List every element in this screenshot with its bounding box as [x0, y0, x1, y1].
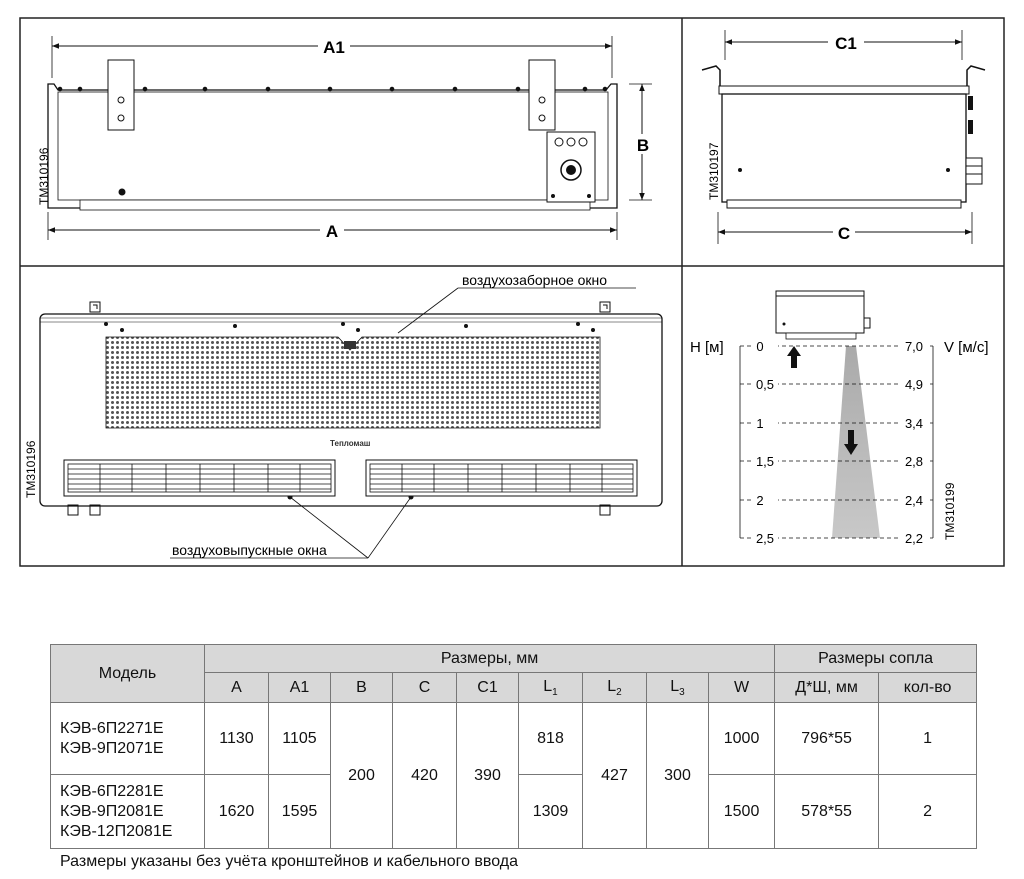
model-cell: КЭВ-6П2281Е КЭВ-9П2081Е КЭВ-12П2081Е: [51, 775, 205, 849]
cell-w: 1500: [709, 775, 775, 849]
col-l1: $L_1$: [519, 673, 583, 703]
cell-qty: 1: [879, 703, 977, 775]
h-axis-label: H [м]: [690, 339, 724, 356]
col-dw: Д*Ш, мм: [775, 673, 879, 703]
h-value: 0,5: [755, 377, 775, 392]
dim-a1-label: A1: [323, 38, 345, 57]
model-cell: КЭВ-6П2271Е КЭВ-9П2071Е: [51, 703, 205, 775]
side-view-code: ТМ310197: [707, 142, 721, 200]
cell-c: 420: [393, 703, 457, 849]
cell-dw: 796*55: [775, 703, 879, 775]
outlet-left: [64, 460, 335, 496]
header-nozzle: Размеры сопла: [775, 645, 977, 673]
cell-a: 1130: [205, 703, 269, 775]
h-value: 1,5: [755, 454, 775, 469]
v-value: 2,2: [904, 531, 924, 546]
cell-dw: 578*55: [775, 775, 879, 849]
h-value: 2,5: [755, 531, 775, 546]
grille-view: [24, 272, 662, 558]
col-b: B: [331, 673, 393, 703]
cell-a1: 1105: [269, 703, 331, 775]
v-value: 2,4: [904, 493, 924, 508]
h-value: 1: [756, 416, 764, 431]
col-a: A: [205, 673, 269, 703]
cell-b: 200: [331, 703, 393, 849]
v-value: 7,0: [904, 339, 924, 354]
v-value: 4,9: [904, 377, 924, 392]
cell-a1: 1595: [269, 775, 331, 849]
cell-w: 1000: [709, 703, 775, 775]
col-w: W: [709, 673, 775, 703]
footnote: Размеры указаны без учёта кронштейнов и кабельного ввода: [60, 853, 519, 870]
side-view: [702, 30, 985, 244]
front-view-code: ТМ310196: [37, 147, 51, 205]
front-view: [37, 36, 652, 241]
grille-view-code: ТМ310196: [24, 440, 38, 498]
outlet-label: воздуховыпускные окна: [172, 542, 327, 558]
intake-label: воздухозаборное окно: [462, 272, 608, 288]
brand-logo: Тепломаш: [330, 439, 371, 448]
cell-l1: 1309: [519, 775, 583, 849]
table-row: [51, 703, 977, 775]
airflow-diagram: [690, 291, 989, 546]
dim-a-label: A: [325, 222, 339, 241]
col-l3: $L_3$: [647, 673, 709, 703]
dim-c-label: C: [837, 224, 851, 243]
h-value: 0: [756, 339, 764, 354]
h-value: 2: [756, 493, 764, 508]
col-a1: A1: [269, 673, 331, 703]
v-value: 2,8: [904, 454, 924, 469]
cell-l3: 300: [647, 703, 709, 849]
cell-a: 1620: [205, 775, 269, 849]
v-value: 3,4: [904, 416, 924, 431]
cell-c1: 390: [457, 703, 519, 849]
dim-b-label: B: [636, 136, 650, 155]
col-qty: кол-во: [879, 673, 977, 703]
header-sizes: Размеры, мм: [205, 645, 775, 673]
cell-l1: 818: [519, 703, 583, 775]
dimensions-table: [50, 644, 977, 849]
header-model: Модель: [51, 645, 205, 703]
outlet-right: [366, 460, 637, 496]
col-l2: $L_2$: [583, 673, 647, 703]
col-c1: C1: [457, 673, 519, 703]
airflow-code: ТМ310199: [943, 482, 957, 540]
cell-qty: 2: [879, 775, 977, 849]
v-axis-label: V [м/с]: [944, 339, 989, 356]
cell-l2: 427: [583, 703, 647, 849]
dim-c1-label: C1: [835, 34, 857, 53]
col-c: C: [393, 673, 457, 703]
